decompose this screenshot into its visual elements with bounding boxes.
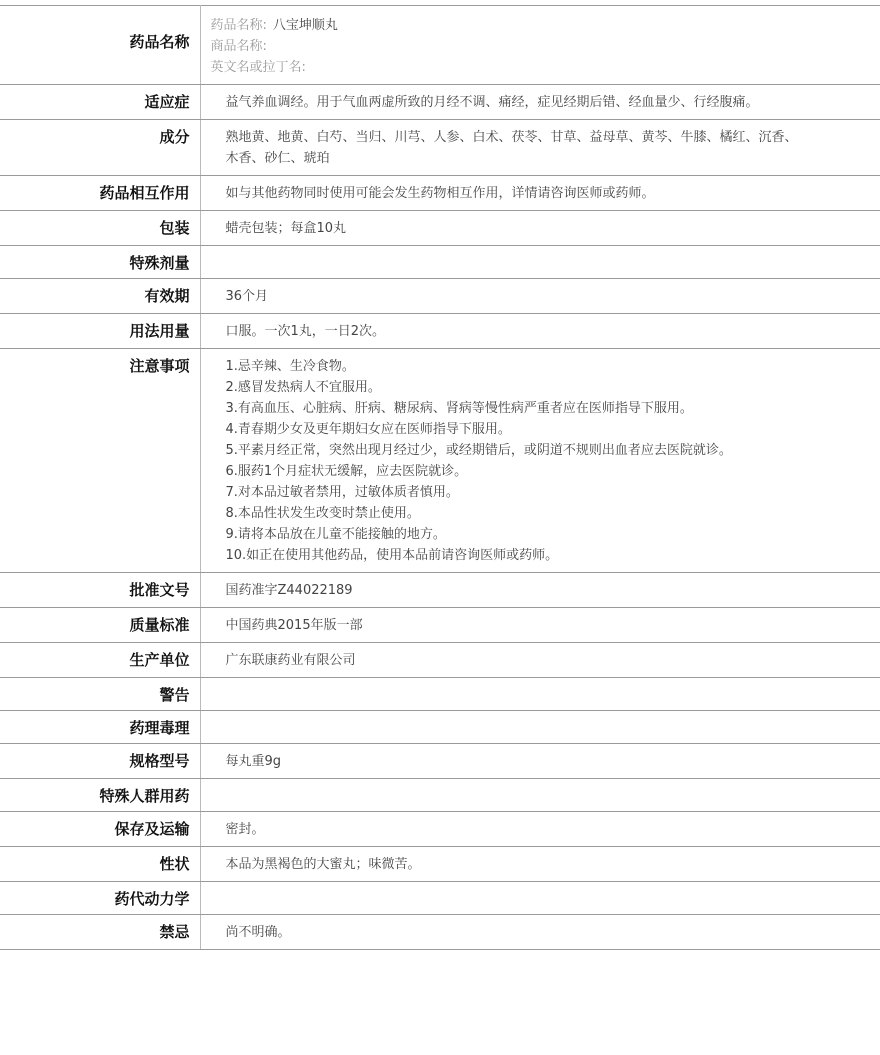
row-ingredients (0, 120, 880, 176)
value-interactions: 如与其他药物同时使用可能会发生药物相互作用，详情请咨询医师或药师。 (200, 176, 880, 211)
value-manufacturer: 广东联康药业有限公司 (200, 643, 880, 678)
row-storage (0, 812, 880, 847)
value-approval: 国药准字Z44022189 (200, 573, 880, 608)
precaution-item: 10.如正在使用其他药品，使用本品前请咨询医师或药师。 (225, 548, 559, 563)
label-toxicology: 药理毒理 (0, 711, 200, 744)
label-shelf-life: 有效期 (0, 279, 200, 314)
precaution-item: 8.本品性状发生改变时禁止使用。 (225, 506, 420, 521)
row-standard (0, 608, 880, 643)
precaution-item: 1.忌辛辣、生冷食物。 (225, 359, 355, 374)
row-manufacturer (0, 643, 880, 678)
value-shelf-life: 36个月 (200, 279, 880, 314)
value-contraindications: 尚不明确。 (200, 915, 880, 950)
value-indication: 益气养血调经。用于气血两虚所致的月经不调、痛经，症见经期后错、经血量少、行经腹痛。 (200, 85, 880, 120)
row-indication (0, 85, 880, 120)
value-toxicology (200, 711, 880, 744)
label-special-dosage: 特殊剂量 (0, 246, 200, 279)
precaution-item: 6.服药1个月症状无缓解，应去医院就诊。 (225, 464, 468, 479)
value-precautions (200, 349, 880, 573)
label-appearance: 性状 (0, 847, 200, 882)
label-usage: 用法用量 (0, 314, 200, 349)
label-indication: 适应症 (0, 85, 200, 120)
row-toxicology (0, 711, 880, 744)
drug-name-block (200, 6, 880, 85)
row-appearance (0, 847, 880, 882)
row-shelf-life (0, 279, 880, 314)
label-drug-name: 药品名称 (0, 6, 200, 85)
value-pharmacokinetics (200, 882, 880, 915)
label-standard: 质量标准 (0, 608, 200, 643)
row-pharmacokinetics (0, 882, 880, 915)
value-usage: 口服。一次1丸，一日2次。 (200, 314, 880, 349)
row-interactions (0, 176, 880, 211)
row-drug-name (0, 6, 880, 85)
row-usage (0, 314, 880, 349)
precaution-item: 5.平素月经正常，突然出现月经过少，或经期错后，或阴道不规则出血者应去医院就诊。 (225, 443, 732, 458)
label-interactions: 药品相互作用 (0, 176, 200, 211)
label-ingredients: 成分 (0, 120, 200, 176)
row-approval (0, 573, 880, 608)
row-precautions (0, 349, 880, 573)
precaution-item: 2.感冒发热病人不宜服用。 (225, 380, 381, 395)
precaution-item: 7.对本品过敏者禁用，过敏体质者慎用。 (225, 485, 459, 500)
precaution-item: 3.有高血压、心脏病、肝病、糖尿病、肾病等慢性病严重者应在医师指导下服用。 (225, 401, 693, 416)
value-ingredients: 熟地黄、地黄、白芍、当归、川芎、人参、白术、茯苓、甘草、益母草、黄芩、牛膝、橘红、沉香、木香、砂仁、琥珀 (200, 120, 880, 176)
label-special-population: 特殊人群用药 (0, 779, 200, 812)
precaution-item: 9.请将本品放在儿童不能接触的地方。 (225, 527, 446, 542)
label-precautions: 注意事项 (0, 349, 200, 573)
label-pharmacokinetics: 药代动力学 (0, 882, 200, 915)
label-specification: 规格型号 (0, 744, 200, 779)
label-warning: 警告 (0, 678, 200, 711)
value-specification: 每丸重9g (200, 744, 880, 779)
row-warning (0, 678, 880, 711)
generic-name-label: 药品名称: (210, 18, 267, 33)
row-contraindications (0, 915, 880, 950)
drug-spec-table (0, 5, 880, 950)
english-name-label: 英文名或拉丁名: (210, 60, 306, 75)
value-packaging: 蜡壳包装；每盒10丸 (200, 211, 880, 246)
label-contraindications: 禁忌 (0, 915, 200, 950)
row-packaging (0, 211, 880, 246)
value-special-dosage (200, 246, 880, 279)
label-storage: 保存及运输 (0, 812, 200, 847)
row-special-population (0, 779, 880, 812)
row-specification (0, 744, 880, 779)
row-special-dosage (0, 246, 880, 279)
label-approval: 批准文号 (0, 573, 200, 608)
value-appearance: 本品为黑褐色的大蜜丸；味微苦。 (200, 847, 880, 882)
value-standard: 中国药典2015年版一部 (200, 608, 880, 643)
value-special-population (200, 779, 880, 812)
value-storage: 密封。 (200, 812, 880, 847)
label-packaging: 包装 (0, 211, 200, 246)
label-manufacturer: 生产单位 (0, 643, 200, 678)
precaution-item: 4.青春期少女及更年期妇女应在医师指导下服用。 (225, 422, 511, 437)
value-warning (200, 678, 880, 711)
trade-name-label: 商品名称: (210, 39, 267, 54)
generic-name-value: 八宝坤顺丸 (272, 18, 338, 33)
